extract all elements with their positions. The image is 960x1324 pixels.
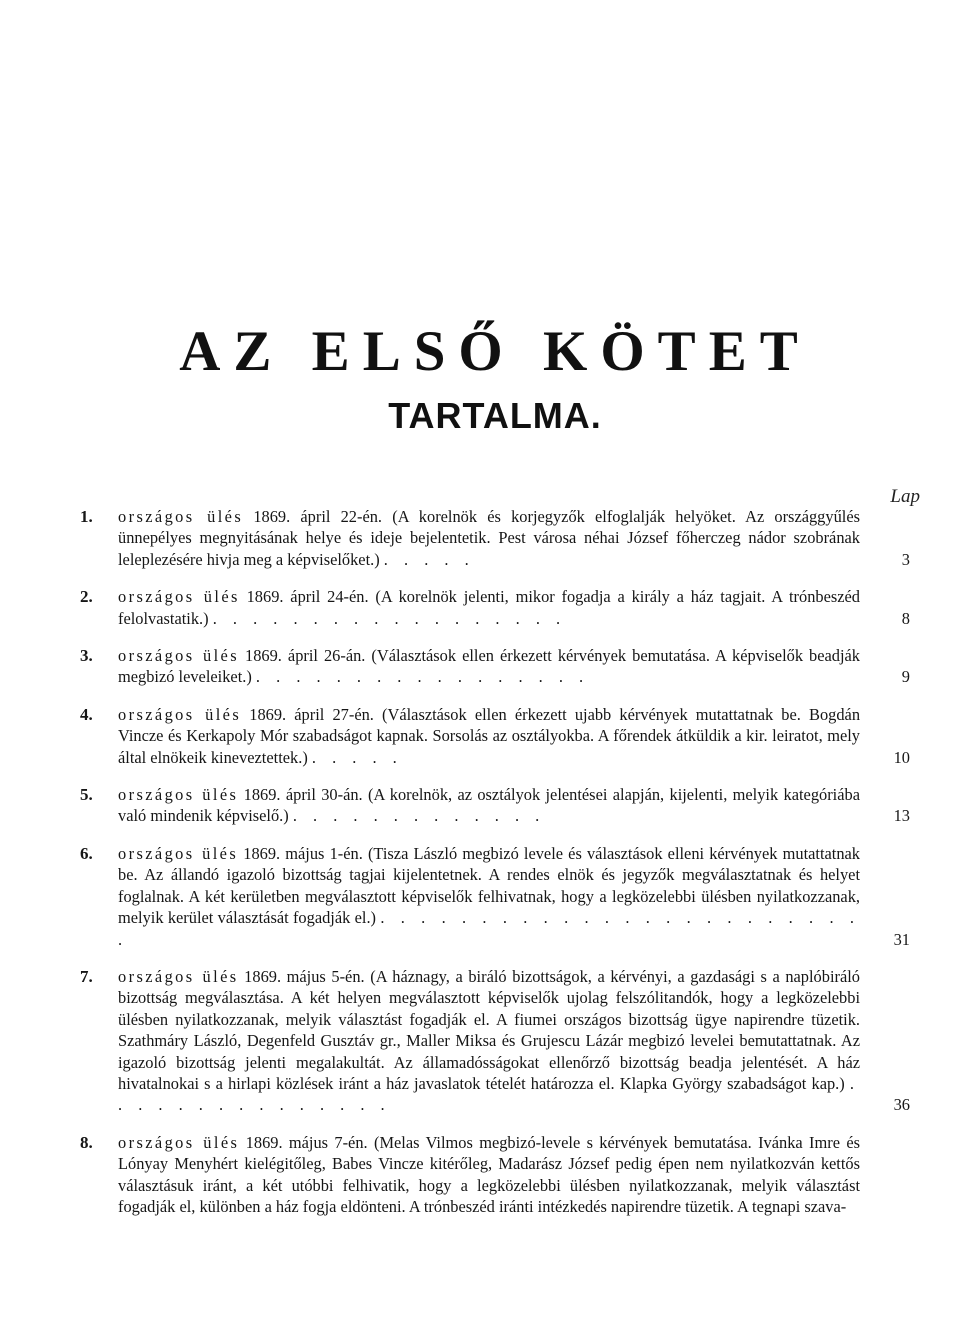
entry-date: 1869. ápril 24-én. bbox=[246, 587, 369, 607]
entry-text: (Tisza László megbizó levele és választások elleni kérvények mutattatnak be. Az állandó igazoló bizottság tagjai kijelentetnek. A rendes elnök és jegyzők megválasztatnak és helyet foglalnak. A két kerületben megválasztott képviselők felhivatnak, hogy a legközelebbi ülésben nyilatkozzanak, melyik kerület választását fogadják el.) bbox=[118, 843, 860, 928]
entry-number: 8. bbox=[80, 1132, 93, 1152]
entry-date: 1869. ápril 30-án. bbox=[243, 785, 363, 805]
contents-subtitle: TARTALMA. bbox=[388, 395, 602, 436]
entry-body bbox=[118, 784, 860, 827]
entry-number: 6. bbox=[80, 843, 93, 863]
entry-number: 3. bbox=[80, 646, 93, 666]
entry-page: 31 bbox=[893, 929, 910, 949]
toc-entry bbox=[80, 506, 910, 570]
toc-entry bbox=[80, 586, 910, 629]
entry-number: 4. bbox=[80, 704, 93, 724]
entry-body bbox=[118, 506, 860, 570]
session-keyword: országos ülés bbox=[118, 843, 239, 863]
entry-text: (A korelnök jelenti, mikor fogadja a király a ház tagjait. A trónbeszéd felolvastatik.) bbox=[118, 587, 860, 628]
leader-dots: . . . . . . . . . . . . . . . . . . . . . . . . . bbox=[118, 908, 860, 949]
entry-page: 13 bbox=[893, 806, 910, 826]
entry-date: 1869. május 7-én. bbox=[245, 1132, 368, 1152]
session-keyword: országos ülés bbox=[118, 587, 240, 607]
entry-date: 1869. május 1-én. bbox=[243, 843, 363, 863]
entry-text: (A háznagy, a biráló bizottságok, a kérvényi, a gazdasági s a naplóbiráló bizottság megválasztása. A két helyen megválasztott képviselők ujolag felszólitandók, hogy a legközelebbi ülésben nyilatkozzanak, melyik választást fogadják el. A fiumei országos bizottság ügye napirendre tüzetik. Szathmáry László, Degenfeld Gusztáv gr., Maller Miksa és Grujescu Lázár megbizó levelei bemutattatnak. Az igazoló bizottság jelenti megalakultát. Az államadósságokat ellenőrző bizottság beadja jelentését. A ház hivatalnokai s a hirlapi közlések iránt a ház javaslatok tételét határozza el. Klapka György szabadságot kap.) bbox=[118, 966, 860, 1093]
entry-body bbox=[118, 704, 860, 768]
toc-entry bbox=[80, 645, 910, 688]
entry-text: (Választások ellen érkezett ujabb kérvények mutattatnak be. Bogdán Vincze és Kerkapoly Mór szabadságot kapnak. Sorsolás az osztályokba. A főrendek átküldik a kir. leiratot, mely által elnökeik kineveztettek.) bbox=[118, 704, 861, 767]
toc-entry bbox=[80, 704, 910, 768]
entry-page: 3 bbox=[901, 549, 910, 569]
entry-text: (A korelnök és korjegyzők elfoglalják helyöket. Az országgyűlés ünnepélyes megnyitásának helye és ideje bejelentetik. Pest városa néhai József főherczeg nádor szobrának leleplezésére hivja meg a képviselőket.) bbox=[118, 507, 860, 569]
toc-entry bbox=[80, 966, 910, 1116]
leader-dots: . . . . . bbox=[383, 549, 475, 569]
entry-date: 1869. május 5-én. bbox=[244, 966, 365, 986]
entry-body bbox=[118, 645, 860, 688]
session-keyword: országos ülés bbox=[118, 785, 239, 805]
toc-entry bbox=[80, 784, 910, 827]
leader-dots: . . . . . . . . . . . . . . . . . bbox=[255, 667, 590, 687]
leader-dots: . . . . . bbox=[311, 747, 403, 767]
toc-entry bbox=[80, 843, 910, 950]
entry-body bbox=[118, 1132, 860, 1218]
entry-number: 1. bbox=[80, 507, 93, 526]
entry-page: 8 bbox=[901, 608, 910, 628]
leader-dots: . . . . . . . . . . . . . . . bbox=[118, 1073, 860, 1115]
entry-date: 1869. ápril 27-én. bbox=[249, 704, 374, 724]
session-keyword: országos ülés bbox=[118, 966, 239, 986]
session-keyword: országos ülés bbox=[118, 704, 242, 724]
session-keyword: országos ülés bbox=[118, 1132, 240, 1152]
entry-page: 36 bbox=[893, 1095, 910, 1115]
entry-body bbox=[118, 966, 860, 1116]
entry-number: 7. bbox=[80, 966, 93, 986]
entry-body bbox=[118, 843, 860, 950]
entry-number: 5. bbox=[80, 785, 93, 805]
entry-text: (Választások ellen érkezett kérvények bemutatása. A képviselők beadják megbizó leveleiket.) bbox=[118, 646, 861, 687]
entry-date: 1869. ápril 22-én. bbox=[253, 507, 383, 526]
entry-body bbox=[118, 586, 860, 629]
page-column-header: Lap bbox=[890, 486, 920, 507]
leader-dots: . . . . . . . . . . . . . . . . . . bbox=[212, 608, 567, 628]
session-keyword: országos ülés bbox=[118, 507, 244, 526]
session-keyword: országos ülés bbox=[118, 646, 239, 666]
entry-text: (Melas Vilmos megbizó-levele s kérvények bemutatása. Ivánka Imre és Lónyay Menyhért kielégitőleg, Babes Vincze kitérőleg, Madarász József pedig épen nem nyilatkozván kettős választásuk iránt, a két utóbbi felhivatik, hogy a legközelebbi ülésben nyilatkozzanak, melyik választást fogadják el, különben a ház fogja eldönteni. A trónbeszéd iránti intézkedés napirendre tüzetik. A tegnapi szava- bbox=[118, 1132, 860, 1216]
entry-page: 9 bbox=[901, 667, 910, 687]
volume-title: AZ ELSŐ KÖTET bbox=[179, 320, 811, 383]
leader-dots: . . . . . . . . . . . . . bbox=[292, 806, 546, 826]
entry-text: (A korelnök, az osztályok jelentései alapján, kijelenti, melyik kategóriába való mindenik képviselő.) bbox=[118, 785, 860, 826]
toc-entry bbox=[80, 1132, 910, 1218]
entry-page: 10 bbox=[893, 747, 910, 767]
entry-number: 2. bbox=[80, 587, 93, 607]
entry-date: 1869. ápril 26-án. bbox=[245, 646, 366, 666]
table-of-contents bbox=[80, 506, 910, 1233]
